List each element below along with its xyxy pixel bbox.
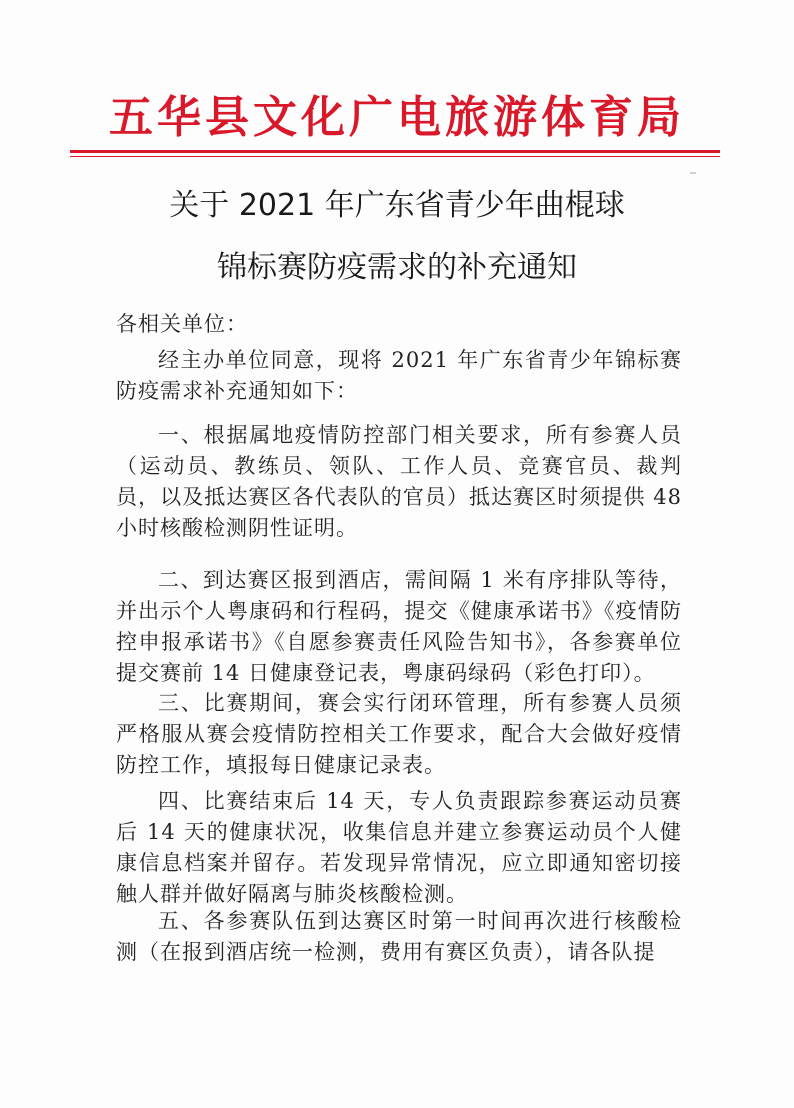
header-red-rule-thin — [70, 156, 720, 157]
scan-mark — [690, 172, 696, 174]
paragraph-item-1: 一、根据属地疫情防控部门相关要求，所有参赛人员（运动员、教练员、领队、工作人员、竞赛官员、裁判员，以及抵达赛区各代表队的官员）抵达赛区时须提供 48 小时核酸检测阴性证明。 — [116, 423, 682, 540]
paragraph-item-5: 五、各参赛队伍到达赛区时第一时间再次进行核酸检测（在报到酒店统一检测，费用有赛区负责），请各队提 — [116, 909, 682, 964]
document-title-line-1: 关于 2021 年广东省青少年曲棍球 — [169, 188, 625, 223]
paragraph-item-3: 三、比赛期间，赛会实行闭环管理，所有参赛人员须严格服从赛会疫情防控相关工作要求，配合大会做好疫情防控工作，填报每日健康记录表。 — [116, 691, 682, 777]
paragraph-item-4: 四、比赛结束后 14 天，专人负责跟踪参赛运动员赛后 14 天的健康状况，收集信息并建立参赛运动员个人健康信息档案并留存。若发现异常情况，应立即通知密切接触人群并做好隔离与肺炎核酸检测。 — [116, 789, 682, 906]
paragraph-item-2: 二、到达赛区报到酒店，需间隔 1 米有序排队等待，并出示个人粤康码和行程码，提交《健康承诺书》《疫情防控申报承诺书》《自愿参赛责任风险告知书》，各参赛单位提交赛前 14 日健康登记表，粤康码绿码（彩色打印）。 — [116, 568, 682, 685]
header-red-rule-thick — [70, 150, 720, 153]
paragraph-intro: 经主办单位同意，现将 2021 年广东省青少年锦标赛防疫需求补充通知如下： — [116, 348, 682, 403]
organization-header: 五华县文化广电旅游体育局 — [109, 92, 685, 143]
salutation: 各相关单位： — [116, 312, 248, 336]
document-title-line-2: 锦标赛防疫需求的补充通知 — [217, 250, 577, 285]
